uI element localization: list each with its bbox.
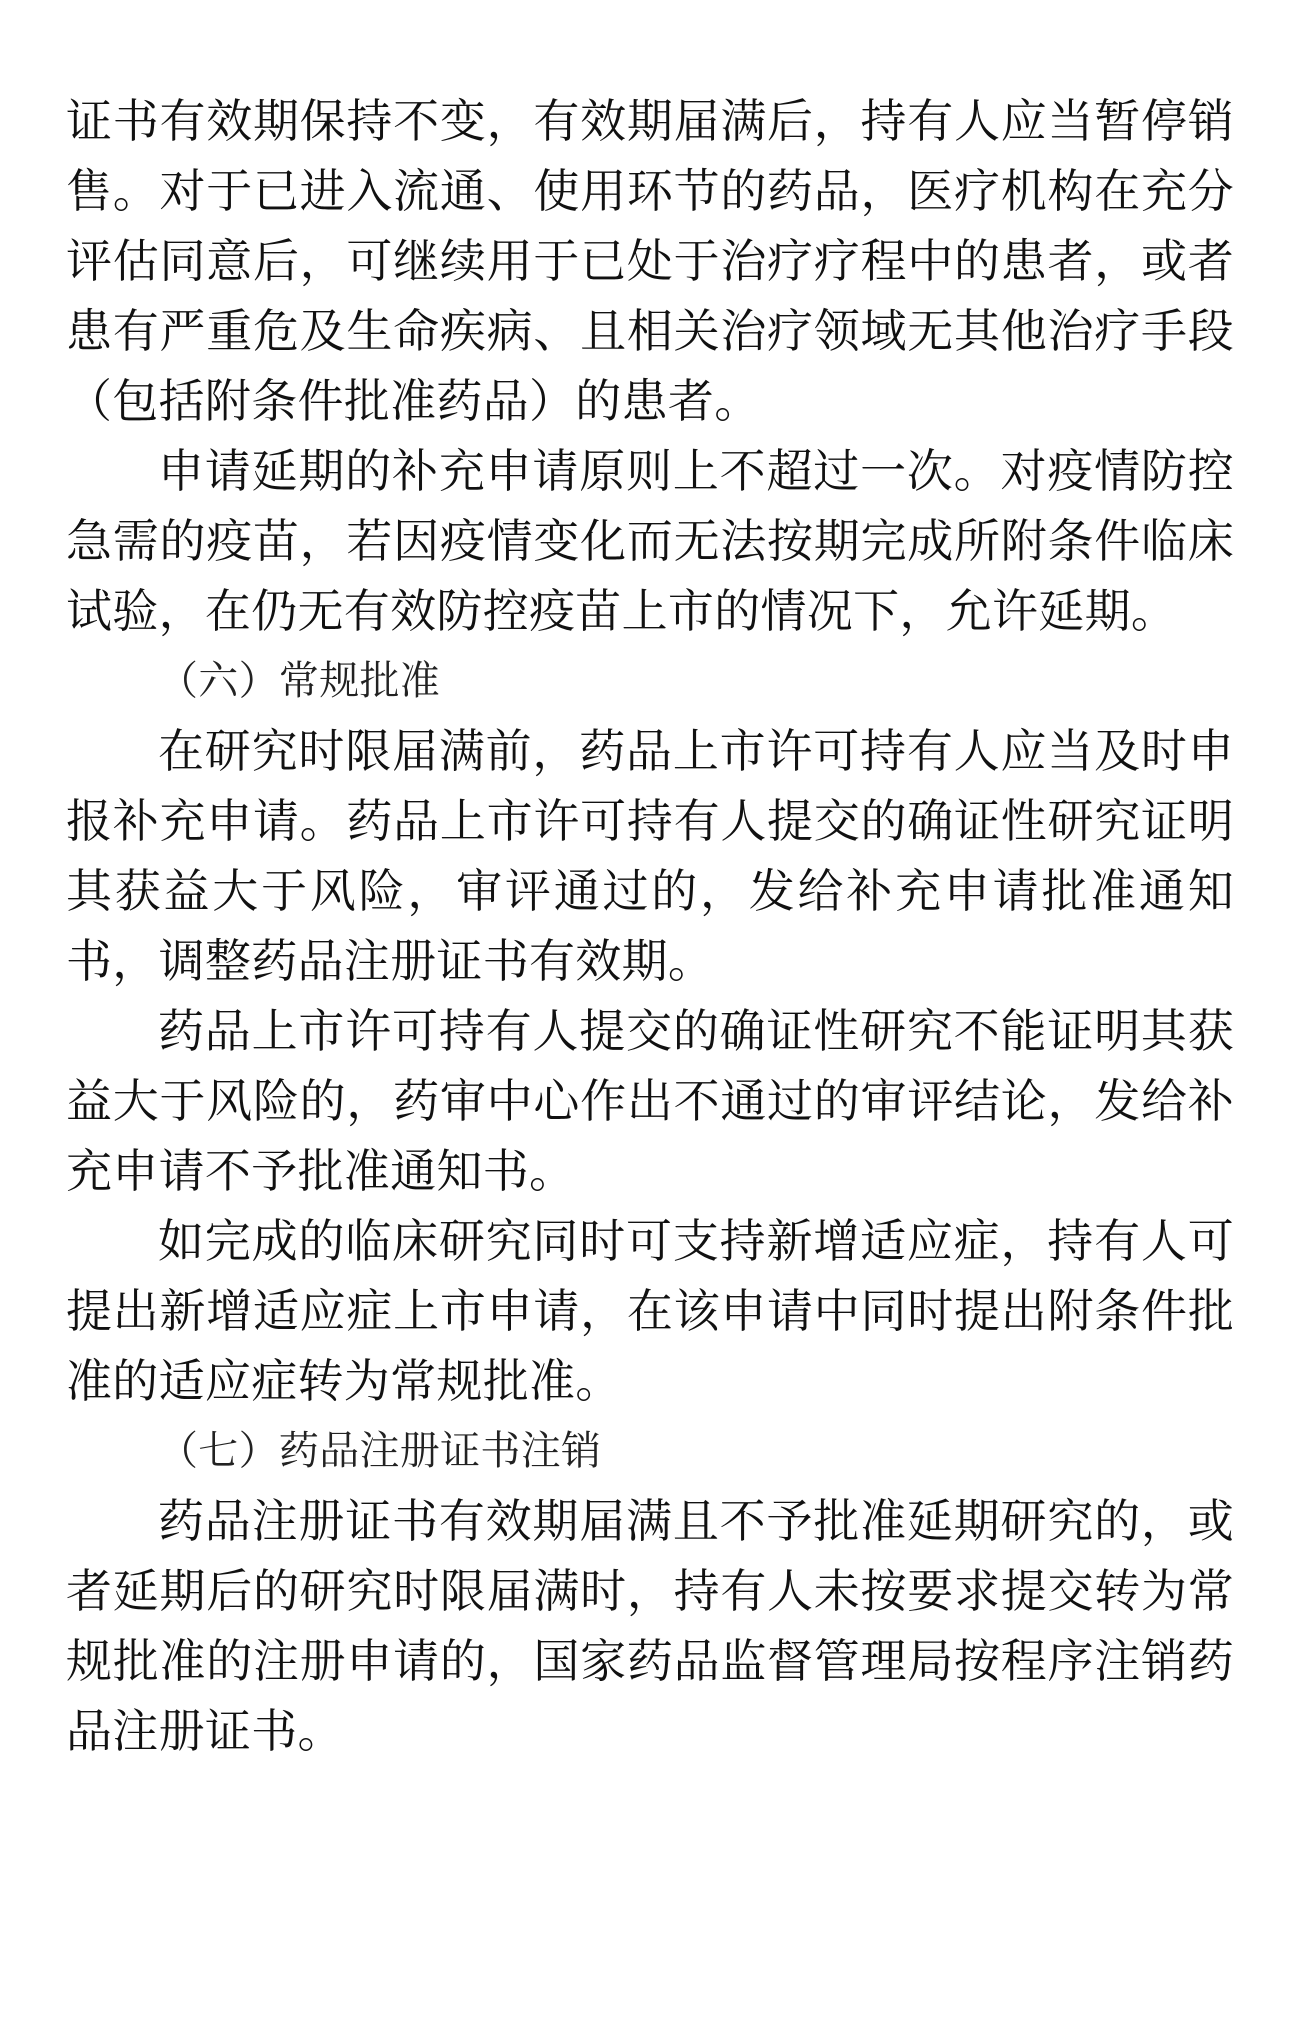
- document-body: [66, 86, 1234, 1766]
- paragraph-certificate-cancellation: 药品注册证书有效期届满且不予批准延期研究的，或者延期后的研究时限届满时，持有人未按要求提交转为常规批准的注册申请的，国家药品监督管理局按程序注销药品注册证书。: [66, 1494, 1234, 1758]
- section-heading-certificate-cancellation: （七）药品注册证书注销: [158, 1428, 602, 1474]
- paragraph-new-indication: 如完成的临床研究同时可支持新增适应症，持有人可提出新增适应症上市申请，在该申请中同时提出附条件批准的适应症转为常规批准。: [66, 1214, 1234, 1408]
- section-heading-regular-approval: （六）常规批准: [158, 658, 441, 704]
- paragraph-not-approved: 药品上市许可持有人提交的确证性研究不能证明其获益大于风险的，药审中心作出不通过的审评结论，发给补充申请不予批准通知书。: [66, 1004, 1234, 1198]
- paragraph-supplement-application: 在研究时限届满前，药品上市许可持有人应当及时申报补充申请。药品上市许可持有人提交的确证性研究证明其获益大于风险，审评通过的，发给补充申请批准通知书，调整药品注册证书有效期。: [66, 724, 1234, 988]
- paragraph-continuation: 证书有效期保持不变，有效期届满后，持有人应当暂停销售。对于已进入流通、使用环节的药品，医疗机构在充分评估同意后，可继续用于已处于治疗疗程中的患者，或者患有严重危及生命疾病、且相关治疗领域无其他治疗手段（包括附条件批准药品）的患者。: [66, 94, 1234, 428]
- paragraph-extension-limit: 申请延期的补充申请原则上不超过一次。对疫情防控急需的疫苗，若因疫情变化而无法按期完成所附条件临床试验，在仍无有效防控疫苗上市的情况下，允许延期。: [66, 444, 1234, 638]
